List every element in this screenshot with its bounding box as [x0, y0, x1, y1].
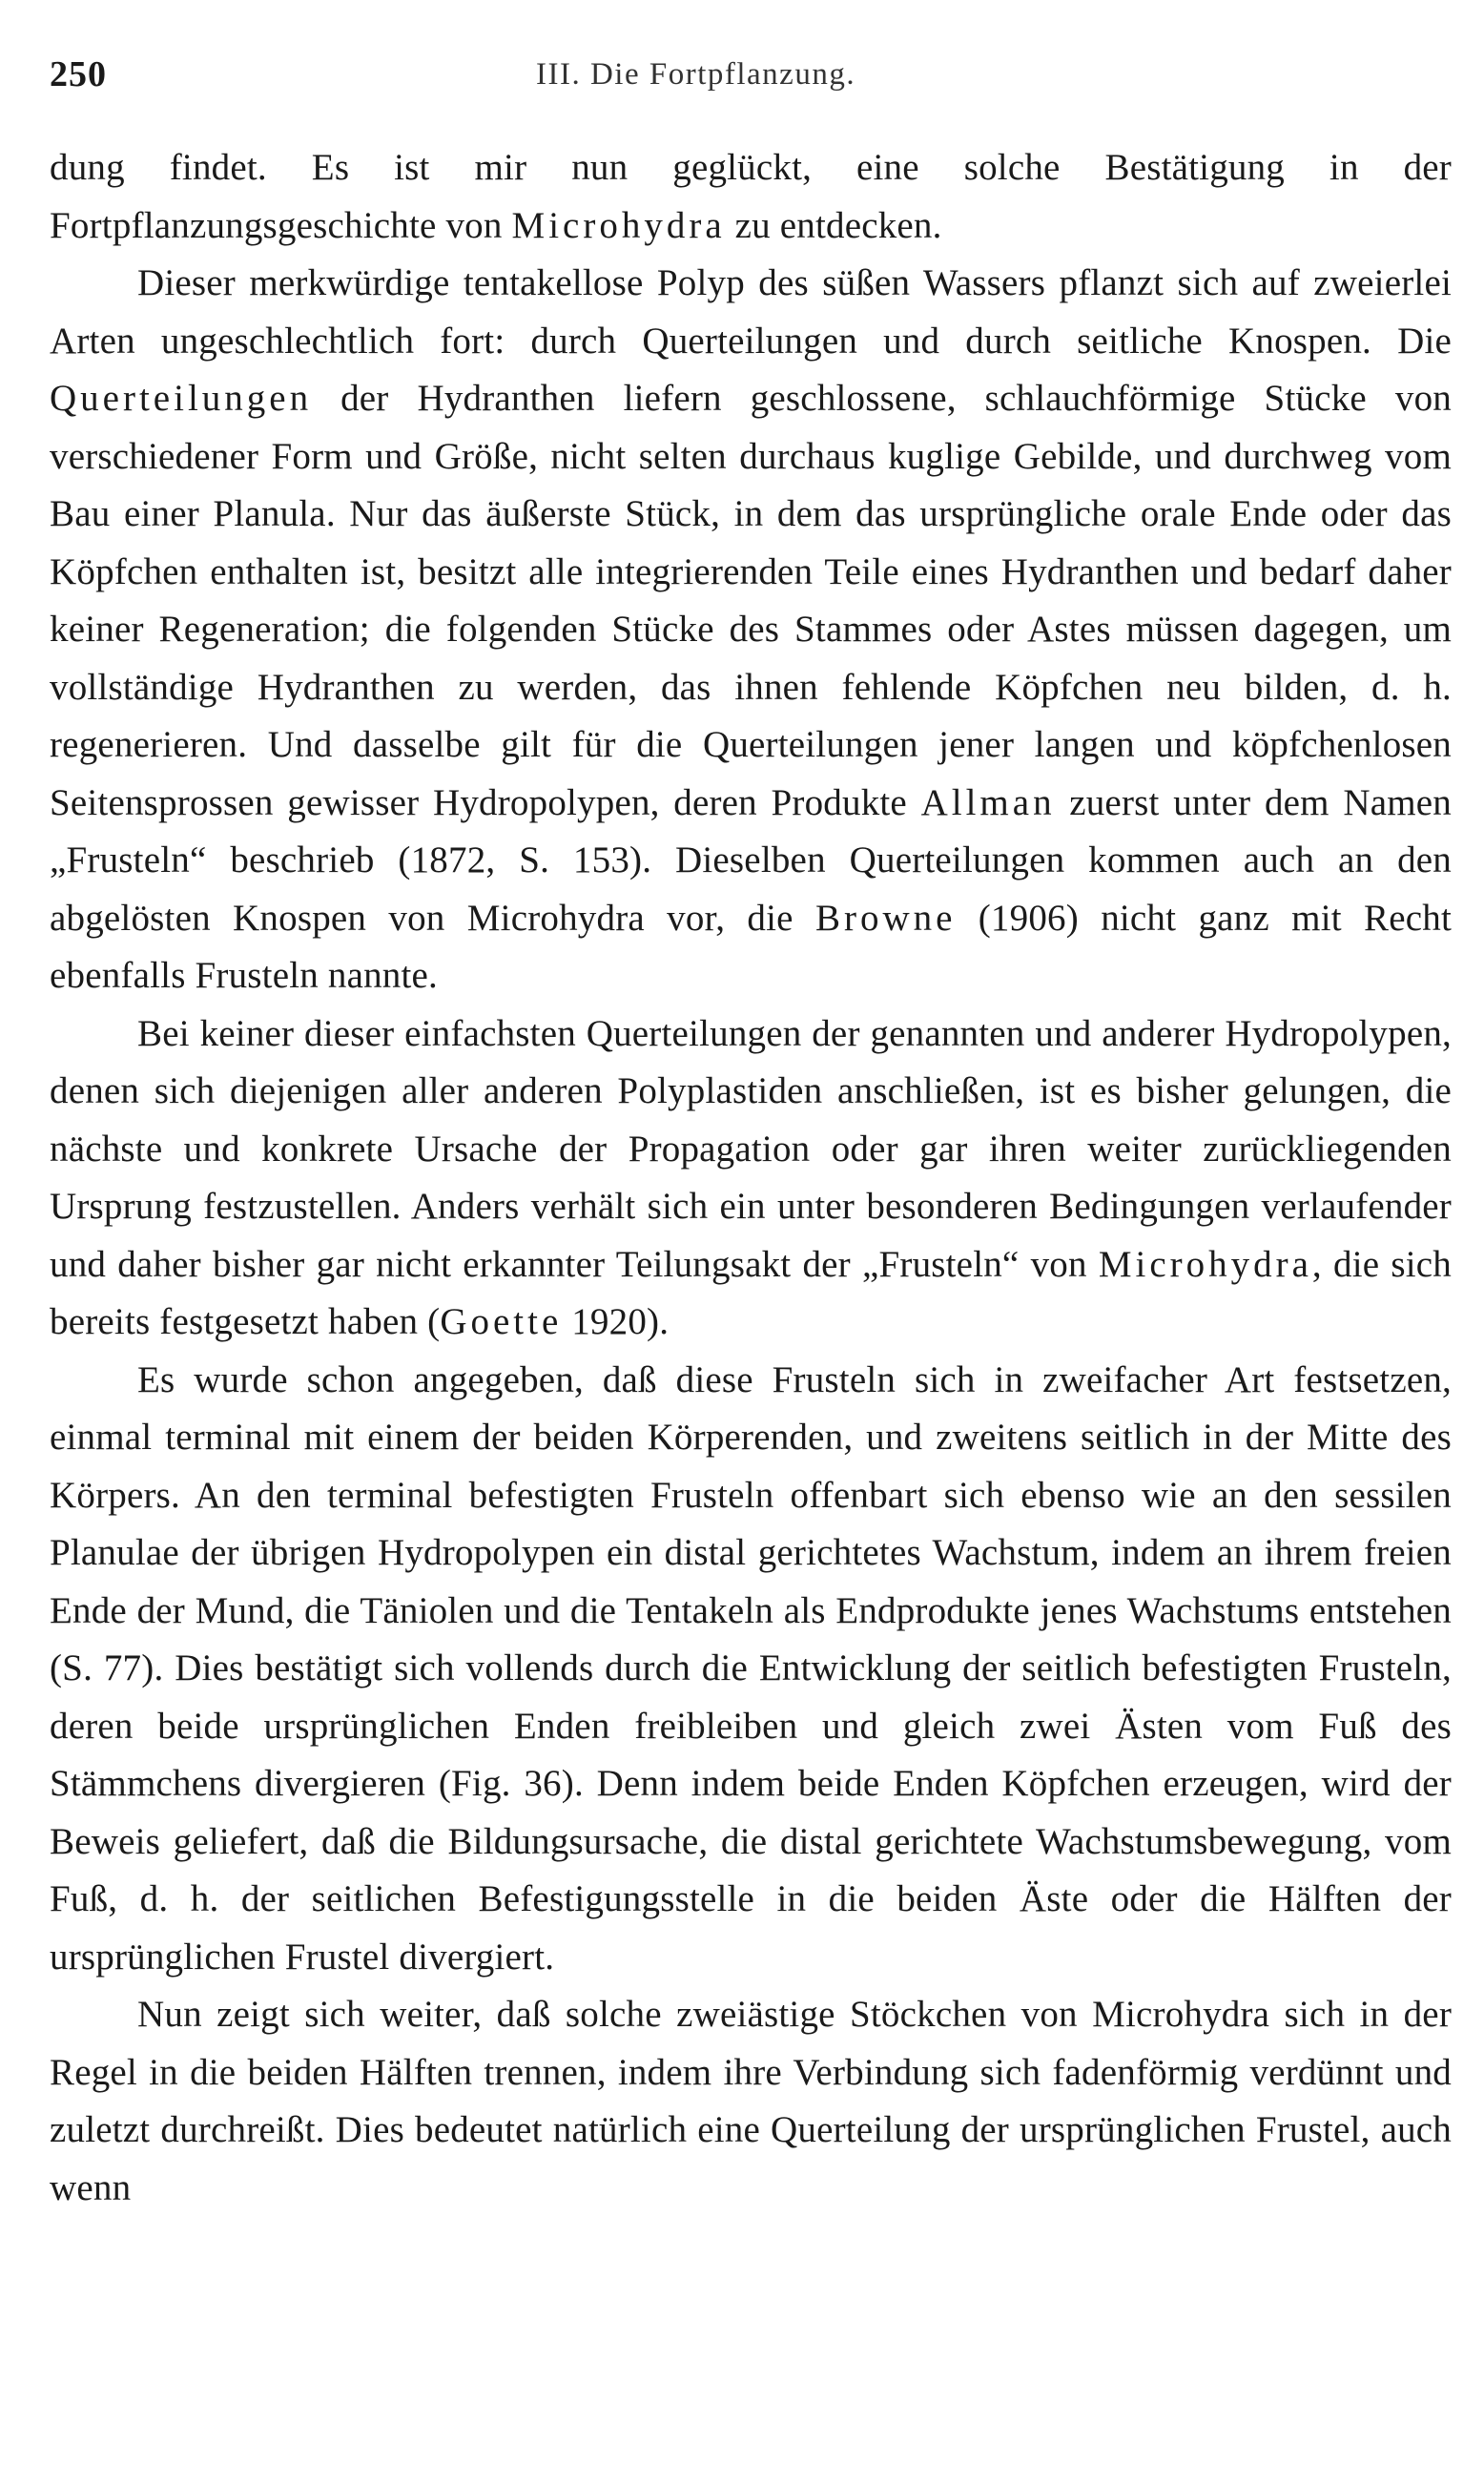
paragraph: [50, 139, 1452, 255]
text-run: vor, die: [644, 897, 815, 939]
spaced-name: Allman: [920, 781, 1056, 823]
text-run: Dieser merkwürdige tentakellose Polyp des süßen Wassers pflanzt sich auf zweierlei Arten ungeschlechtlich fort: durch Querteilungen und durch seitliche Knospen. Die: [50, 262, 1452, 362]
page-number: 250: [50, 54, 107, 94]
text-run: zuerst unter dem Namen „Frusteln“ beschrieb (1872, S. 153). Dieselben Querteilungen kommen auch an den abgelösten Knospen von: [50, 781, 1452, 939]
text-run: sich in der Regel in die beiden Hälften trennen, indem ihre Verbindung sich fadenförmig verdünnt und zuletzt durchreißt. Dies bedeutet natürlich eine Querteilung der ursprünglichen Frustel, auch wenn: [50, 1994, 1453, 2208]
text-run: Bei keiner dieser einfachsten Querteilungen der genannten und anderer Hydropolypen, denen sich diejenigen aller anderen Polyplastiden anschließen, ist es bisher gelungen, die nächste und konkrete Ursache der Propagation oder gar ihren weiter zurückliegenden Ursprung festzustellen. Anders verhält sich ein unter besonderen Bedingungen verlaufender und daher bisher gar nicht erkannter Teilungsakt der „Frusteln“ von: [50, 1012, 1452, 1285]
spaced-name: Microhydra: [511, 204, 726, 246]
paragraph: [50, 255, 1452, 1005]
page-header: [50, 46, 1452, 103]
text-run: Es wurde schon angegeben, daß diese Frusteln sich in zweifacher Art festsetzen, einmal terminal mit einem der beiden Körperenden, und zweitens seitlich in der Mitte des Körpers. An den terminal befestigten Frusteln offenbart sich ebenso wie an den sessilen Planulae der übrigen Hydropolypen ein distal gerichtetes Wachstum, indem an ihrem freien Ende der Mund, die Täniolen und die Tentakeln als Endprodukte jenes Wachstums entstehen (S. 77). Dies bestätigt sich vollends durch die Entwicklung der seitlich befestigten Frusteln, deren beide ursprünglichen Enden freibleiben und gleich zwei Ästen vom Fuß des Stämmchens divergieren (Fig. 36). Denn indem beide Enden Köpfchen erzeugen, wird der Beweis geliefert, daß die Bildungsursache, die distal gerichtete Wachstumsbewegung, vom Fuß, d. h. der seitlichen Befestigungsstelle in die beiden Äste oder die Hälften der ursprünglichen Frustel divergiert.: [50, 1358, 1452, 1978]
paragraph: [50, 1352, 1452, 1987]
spaced-name: Browne: [814, 897, 957, 939]
spaced-name: Microhydra: [1098, 1243, 1312, 1285]
text-run: (1906) nicht ganz mit Recht ebenfalls Frusteln nannte.: [50, 897, 1453, 996]
text-run: 1920).: [562, 1301, 670, 1342]
text-run: dung findet. Es ist mir nun geglückt, eine solche Bestätigung in der Fortpflanzungsgeschichte von: [50, 147, 1452, 246]
text-run: der Hydranthen liefern geschlossene, schlauchförmige Stücke von verschiedener Form und Größe, nicht selten durchaus kuglige Gebilde, und durchweg vom Bau einer Planula. Nur das äußerste Stück, in dem das ursprüngliche orale Ende oder das Köpfchen enthalten ist, besitzt alle integrierenden Teile eines Hydranthen und bedarf daher keiner Regeneration; die folgenden Stücke des Stammes oder Astes müssen dagegen, um vollständige Hydranthen zu werden, das ihnen fehlende Köpfchen neu bilden, d. h. regenerieren. Und dasselbe gilt für die Querteilungen jener langen und köpfchenlosen Seitensprossen gewisser Hydropolypen, deren Produkte: [50, 378, 1452, 823]
paragraph: [50, 1005, 1452, 1352]
text-run: zu entdecken.: [725, 204, 942, 246]
text-run: Nun zeigt sich weiter, daß solche zweiästige Stöckchen von: [137, 1994, 1093, 2035]
spaced-name: Querteilungen: [50, 378, 313, 419]
body-text: [50, 139, 1452, 2217]
text-run: Microhydra: [466, 897, 645, 939]
text-run: , die sich bereits festgesetzt haben (: [50, 1243, 1453, 1342]
text-run: Microhydra: [1092, 1994, 1270, 2035]
paragraph: [50, 1986, 1452, 2217]
running-title: III. Die Fortpflanzung.: [536, 57, 856, 92]
spaced-name: Goette: [440, 1301, 563, 1342]
